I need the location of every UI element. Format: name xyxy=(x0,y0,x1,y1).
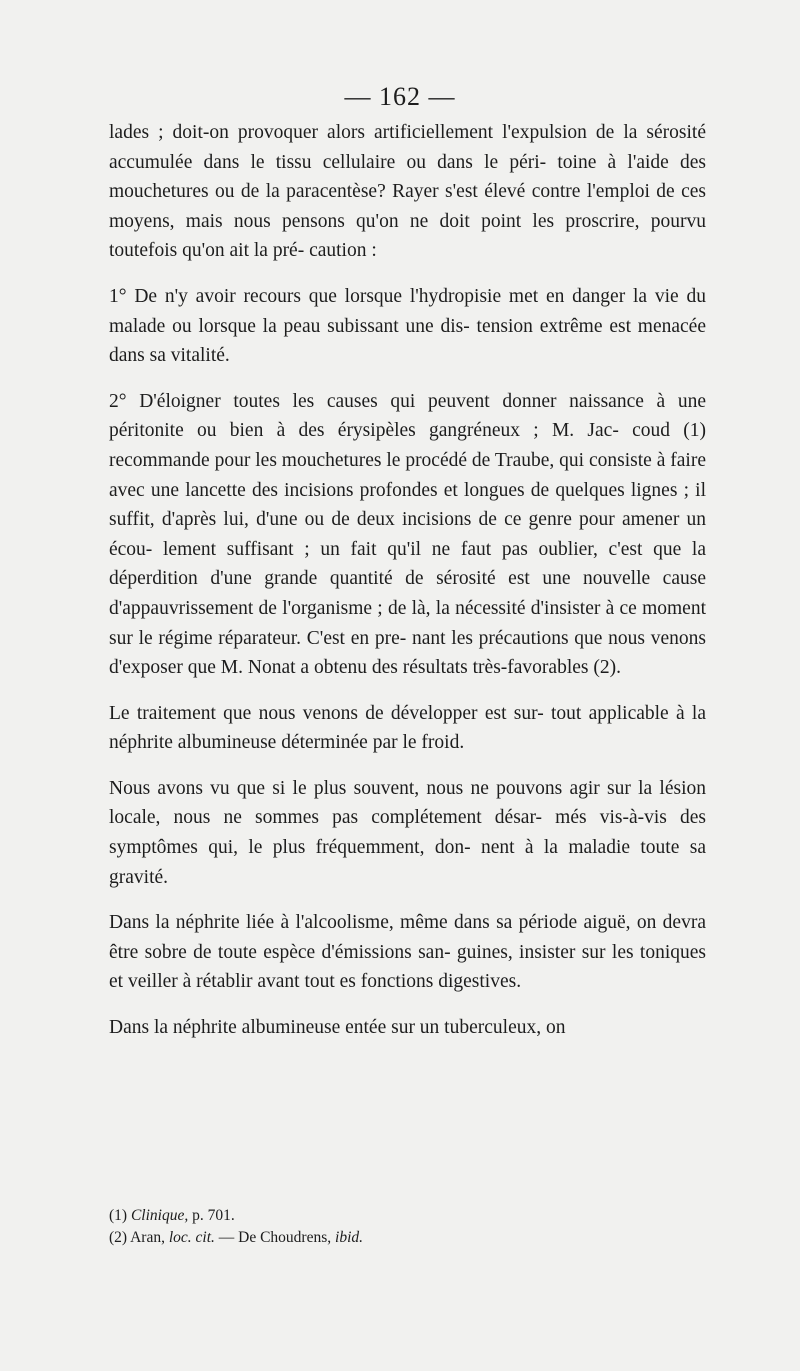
footnote-2-rest: — De Choudrens, xyxy=(214,1229,336,1246)
paragraph-7: Dans la néphrite albumineuse entée sur un tuberculeux, on xyxy=(109,1017,566,1039)
footnote-2-italic-2: ibid. xyxy=(335,1229,364,1246)
paragraph-4: Le traitement que nous venons de développer est sur- tout applicable à la néphrite albumineuse déterminée par le froid. xyxy=(109,702,706,754)
paragraph-2: 1° De n'y avoir recours que lorsque l'hydropisie met en danger la vie du malade ou lorsque la peau subissant une dis- tension extrême est menacée dans sa vitalité. xyxy=(109,285,706,367)
paragraph-3: 2° D'éloigner toutes les causes qui peuvent donner naissance à une péritonite ou bien à des érysipèles gangréneux ; M. Jac- coud (1) recommande pour les mouchetures le procédé de Traube, qui consiste à faire avec une lancette des incisions profondes et longues de quelques lignes ; il suffit, d'après lui, d'une ou de deux incisions de ce genre pour amener un écou- lement suffisant ; un fait qu'il ne faut pas oublier, c'est que la déperdition d'une grande quantité de sérosité est une nouvelle cause d'appauvrissement de l'organisme ; de là, la nécessité d'insister à ce moment sur le régime réparateur. C'est en pre- nant les précautions que nous venons d'exposer que M. Nonat a obtenu des résultats très-favorables (2). xyxy=(109,390,706,679)
paragraph-6: Dans la néphrite liée à l'alcoolisme, même dans sa période aiguë, on devra être sobre de toute espèce d'émissions san- guines, insister sur les toniques et veiller à rétablir avant tout es fonctions digestives. xyxy=(109,912,706,993)
paragraph-1: lades ; doit-on provoquer alors artificiellement l'expulsion de la sérosité accumulée dans le tissu cellulaire ou dans le péri- toine à l'aide des mouchetures ou de la paracentèse? Rayer s'est élevé contre l'emploi de ces moyens, mais nous pensons qu'on ne doit point les proscrire, pourvu toutefois qu'on ait la pré- caution : xyxy=(109,122,706,262)
footnote-2-prefix: (2) Aran, xyxy=(109,1229,169,1246)
footnotes xyxy=(109,1205,706,1249)
body-text xyxy=(109,118,706,1059)
paragraph-5: Nous avons vu que si le plus souvent, nous ne pouvons agir sur la lésion locale, nous ne sommes pas complétement désar- més vis-à-vis des symptômes qui, le plus fréquemment, don- nent à la maladie toute sa gravité. xyxy=(109,777,706,888)
footnote-1 xyxy=(109,1205,706,1227)
footnote-1-italic: Clinique, xyxy=(130,1207,189,1224)
footnote-1-rest: p. 701. xyxy=(188,1207,235,1224)
page-number: — 162 — xyxy=(344,82,456,111)
footnote-1-prefix: (1) xyxy=(109,1207,131,1224)
footnote-2 xyxy=(109,1227,706,1249)
footnote-2-italic: loc. cit. xyxy=(168,1229,215,1246)
